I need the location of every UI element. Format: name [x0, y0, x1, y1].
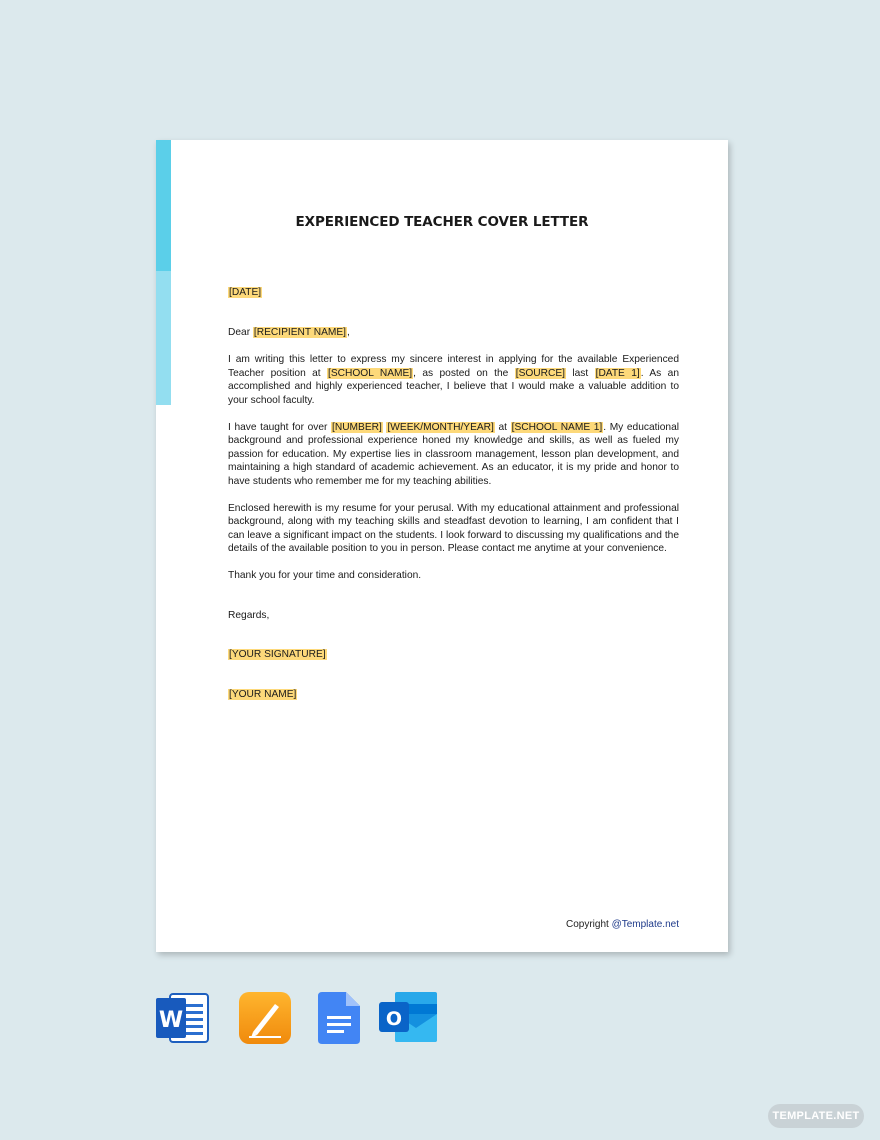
closing-line: Regards, — [228, 609, 270, 621]
google-docs-icon[interactable] — [318, 992, 360, 1049]
word-icon[interactable] — [156, 992, 210, 1049]
school-name1-placeholder: [SCHOOL NAME 1] — [511, 421, 603, 433]
document-page — [156, 140, 728, 952]
outlook-letter: O — [385, 1008, 403, 1030]
pages-icon[interactable] — [239, 992, 291, 1049]
outlook-icon[interactable] — [379, 992, 439, 1049]
template-link[interactable]: @Template.net — [611, 919, 679, 930]
template-net-badge[interactable]: TEMPLATE.NET — [768, 1104, 864, 1128]
name-placeholder: [YOUR NAME] — [229, 688, 297, 700]
source-placeholder: [SOURCE] — [515, 367, 565, 379]
document-title: EXPERIENCED TEACHER COVER LETTER — [295, 214, 589, 230]
paragraph-enclosure: Enclosed herewith is my resume for your perusal. With my educational attainment and professional background, along with my teaching skills and steadfast devotion to learning, I am confident that I can leave a significant impact on the students. I look forward to discussing my qualifications and the details of the available position to you in person. Please contact me anytime at your convenience. — [228, 502, 679, 554]
signature-placeholder: [YOUR SIGNATURE] — [229, 649, 326, 660]
paragraph-experience: I have taught for over [NUMBER] [WEEK/MONTH/YEAR] at [SCHOOL NAME 1]. My educational background and professional experience honed my knowledge and skills, as well as fueled my passion for education. My expertise lies in classroom management, lesson plan development, and maintaining a high standard of academic achievement. As an educator, it is my pride and honor to have students who remember me for my teaching abilities. — [228, 421, 679, 487]
letter-body — [228, 286, 679, 701]
thanks-line: Thank you for your time and consideration. — [228, 570, 422, 581]
school-name-placeholder: [SCHOOL NAME] — [328, 367, 413, 379]
recipient-placeholder: [RECIPIENT NAME] — [253, 326, 347, 338]
date-placeholder: [DATE] — [229, 287, 262, 298]
accent-bar-light — [156, 271, 171, 405]
word-letter: W — [158, 1008, 184, 1033]
salutation: Dear [RECIPIENT NAME], — [228, 326, 350, 338]
number-placeholder: [NUMBER] — [332, 421, 382, 433]
copyright-notice: Copyright @Template.net — [566, 919, 679, 930]
date1-placeholder: [DATE 1] — [595, 367, 640, 379]
period-placeholder: [WEEK/MONTH/YEAR] — [387, 421, 494, 433]
paragraph-interest: I am writing this letter to express my sincere interest in applying for the available Experienced Teacher position at [SCHOOL NAME], as posted on the [SOURCE] last [DATE 1]. As an accomplished and highly experienced teacher, I believe that I would make a valuable addition to your school faculty. — [228, 354, 679, 406]
accent-bar-dark — [156, 140, 171, 271]
